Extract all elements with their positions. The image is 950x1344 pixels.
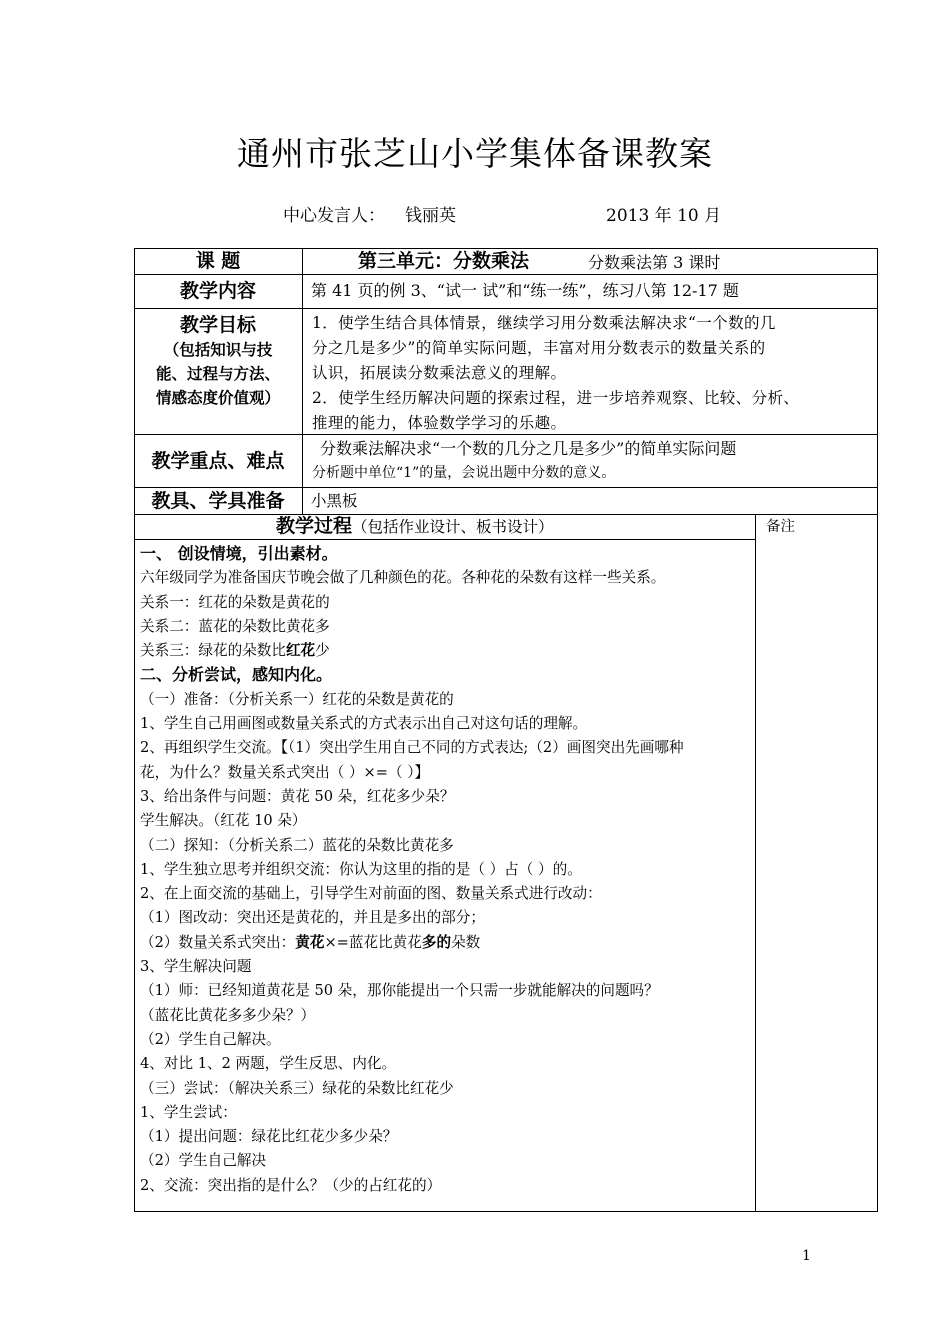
tools-value: 小黑板 (311, 492, 358, 510)
speaker-name: 钱丽英 (405, 206, 456, 226)
date: 2013 年 10 月 (606, 206, 722, 226)
lesson-line: （2）学生自己解决 (140, 1152, 267, 1170)
lesson-line: 花，为什么？数量关系式突出（ ）×=（ ）】 (140, 763, 430, 781)
topic-label: 课 题 (195, 250, 241, 272)
lesson-line: 3、学生解决问题 (140, 958, 252, 976)
key-points-label: 教学重点、难点 (151, 450, 285, 472)
speaker-label: 中心发言人： (283, 206, 385, 226)
tools-label: 教具、学具准备 (151, 490, 285, 512)
page-number: 1 (802, 1248, 811, 1264)
lesson-line: 关系一：红花的朵数是黄花的 (140, 593, 330, 611)
section-1-heading: 一、 创设情境，引出素材。 (140, 544, 338, 563)
lesson-line: 2、在上面交流的基础上，引导学生对前面的图、数量关系式进行改动： (140, 885, 602, 903)
key-point-line-1: 分数乘法解决求“一个数的几分之几是多少”的简单实际问题 (320, 439, 737, 458)
content-value: 第 41 页的例 3、“试一 试”和“练一练”，练习八第 12-17 题 (311, 281, 739, 300)
lesson-line: （1）师：已经知道黄花是 50 朵，那你能提出一个只需一步就能解决的问题吗？ (140, 982, 659, 1000)
process-header: 教学过程（包括作业设计、板书设计） (276, 515, 554, 537)
lesson-line: （2）数量关系式突出：黄花×=蓝花比黄花多的朵数 (140, 933, 481, 951)
lesson-line: （2）学生自己解决。 (140, 1030, 281, 1048)
lesson-line: 关系二：蓝花的朵数比黄花多 (140, 617, 330, 635)
lesson-line: 2、交流：突出指的是什么？（少的占红花的） (140, 1176, 442, 1194)
lesson-body (140, 542, 752, 1198)
lesson-line: 3、给出条件与问题：黄花 50 朵，红花多少朵？ (140, 787, 455, 805)
lesson-line: （1）图改动：突出还是黄花的，并且是多出的部分； (140, 909, 485, 927)
lesson-line: 六年级同学为准备国庆节晚会做了几种颜色的花。各种花的朵数有这样一些关系。 (140, 569, 666, 587)
objectives-label: 教学目标 （包括知识与技 能、过程与方法、 情感态度价值观） (155, 314, 280, 407)
section-2-heading: 二、分析尝试，感知内化。 (140, 665, 333, 685)
objectives-text: 1．使学生结合具体情景，继续学习用分数乘法解决求“一个数的几 分之几是多少”的简单实际问题，丰富对用分数表示的数量关系的 认识，拓展读分数乘法意义的理解。 2．使学生经历解决问题的探索过程，进一步培养观察、比较、分析、 推理的能力，体验数学学习的乐趣。 (312, 314, 800, 432)
lesson-line: （一）准备：（分析关系一）红花的朵数是黄花的 (140, 690, 454, 708)
lesson-line: 1、学生自己用画图或数量关系式的方式表示出自己对这句话的理解。 (140, 715, 588, 733)
key-point-line-2: 分析题中单位“1”的量，会说出题中分数的意义。 (312, 465, 616, 481)
lesson-line: （三）尝试：（解决关系三）绿花的朵数比红花少 (140, 1079, 454, 1097)
lesson-line: 1、学生独立思考并组织交流：你认为这里的指的是（ ）占（ ）的。 (140, 860, 582, 878)
content-label: 教学内容 (179, 280, 256, 302)
lesson-line: 1、学生尝试： (140, 1103, 237, 1121)
lesson-number: 分数乘法第 3 课时 (588, 253, 721, 272)
unit-title: 第三单元：分数乘法 (358, 250, 530, 272)
lesson-line: （蓝花比黄花多多少朵？） (140, 1006, 316, 1024)
lesson-line: 2、再组织学生交流。【（1）突出学生用自己不同的方式表达;（2）画图突出先画哪种 (140, 739, 684, 757)
notes-label: 备注 (766, 519, 795, 535)
lesson-line: 4、对比 1、2 两题，学生反思、内化。 (140, 1055, 397, 1073)
page-title: 通州市张芝山小学集体备课教案 (237, 134, 713, 173)
lesson-line: 学生解决。（红花 10 朵） (140, 812, 307, 830)
lesson-line: （1）提出问题：绿花比红花少多少朵？ (140, 1128, 398, 1146)
lesson-line: 关系三：绿花的朵数比红花少 (140, 642, 330, 660)
lesson-line: （二）探知：（分析关系二）蓝花的朵数比黄花多 (140, 836, 454, 854)
